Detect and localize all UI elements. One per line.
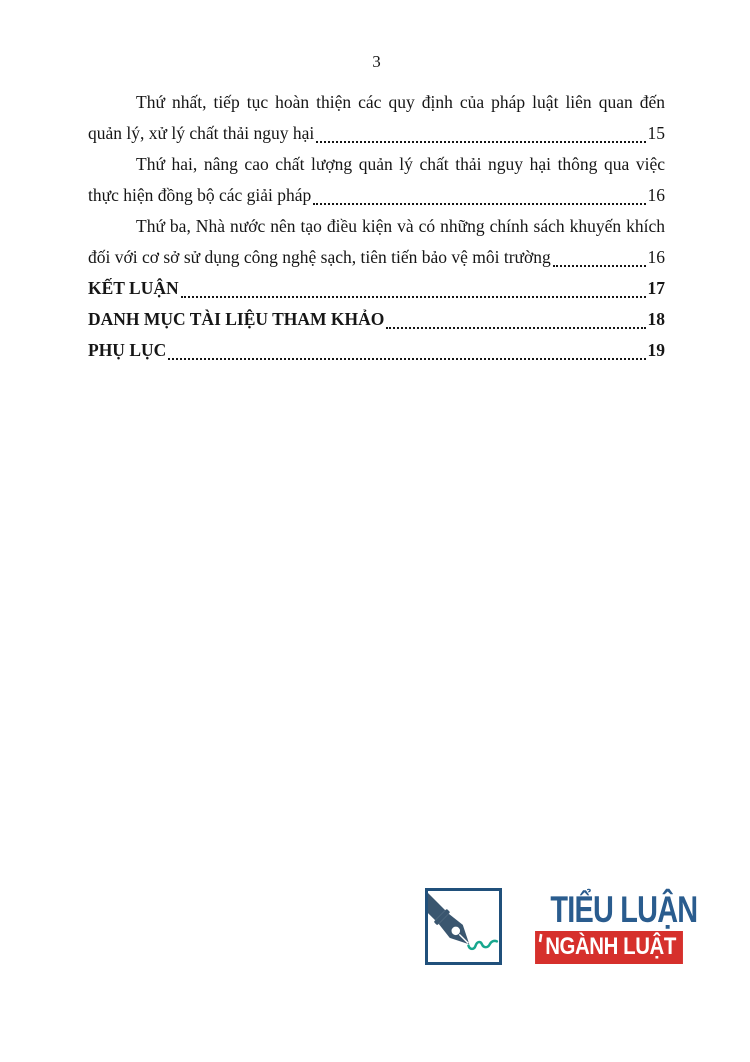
toc-entry <box>88 87 665 149</box>
dot-leader <box>168 335 645 366</box>
toc-entry-text: quản lý, xử lý chất thải nguy hại <box>88 123 315 143</box>
toc-entry-text: PHỤ LỤC <box>88 340 167 360</box>
toc-entry-line: Thứ ba, Nhà nước nên tạo điều kiện và có những chính sách khuyến khích <box>136 216 665 236</box>
toc-entry-text: KẾT LUẬN <box>88 278 179 298</box>
toc-entry-line <box>88 180 665 211</box>
page-number: 3 <box>372 52 381 71</box>
toc-entry <box>88 149 665 211</box>
brand-wordmark <box>509 889 698 964</box>
brand-subtitle: NGÀNH LUẬT <box>535 931 683 964</box>
toc-page-number: 16 <box>647 185 665 205</box>
dot-leader <box>386 304 645 335</box>
toc-entry-text: đối với cơ sở sử dụng công nghệ sạch, tiên tiến bảo vệ môi trường <box>88 247 551 267</box>
toc-page-number: 15 <box>647 123 665 143</box>
toc-entry-line <box>88 242 665 273</box>
toc-entry-line <box>88 118 665 149</box>
brand-title: TIỂU LUẬN <box>550 889 698 930</box>
toc-entry <box>88 304 665 335</box>
toc-entry-text: thực hiện đồng bộ các giải pháp <box>88 185 312 205</box>
dot-leader <box>316 118 645 149</box>
toc-entry <box>88 335 665 366</box>
toc-page-number: 19 <box>647 340 665 360</box>
dot-leader <box>553 242 646 273</box>
brand-logo <box>425 888 698 966</box>
table-of-contents <box>88 87 665 366</box>
fountain-pen-icon <box>425 888 502 965</box>
toc-entry-text: DANH MỤC TÀI LIỆU THAM KHẢO <box>88 309 385 329</box>
dot-leader <box>181 273 646 304</box>
toc-entry <box>88 211 665 273</box>
toc-page-number: 18 <box>647 309 665 329</box>
toc-page-number: 16 <box>647 247 665 267</box>
document-page <box>88 0 665 366</box>
toc-entry-line: Thứ nhất, tiếp tục hoàn thiện các quy định của pháp luật liên quan đến <box>136 92 665 112</box>
dot-leader <box>313 180 645 211</box>
toc-page-number: 17 <box>647 278 665 298</box>
toc-entry <box>88 273 665 304</box>
toc-entry-line: Thứ hai, nâng cao chất lượng quản lý chất thải nguy hại thông qua việc <box>136 154 665 174</box>
